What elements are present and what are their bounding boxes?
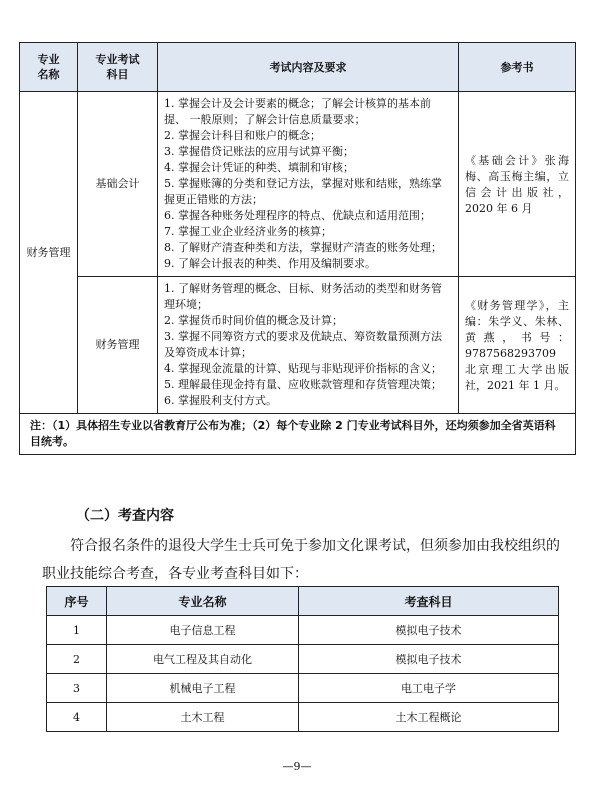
row-subject: 电工电子学 <box>299 674 559 703</box>
list-item: 5. 掌握账簿的分类和登记方法，掌握对账和结账，熟练掌握更正错账的方法； <box>164 177 442 206</box>
exam-subjects-table <box>19 42 576 455</box>
assessment-table <box>46 586 559 732</box>
list-item: 9. 了解会计报表的种类、作用及编制要求。 <box>164 257 376 270</box>
row-index: 2 <box>47 645 107 674</box>
row-index: 1 <box>47 616 107 645</box>
content-list <box>158 277 459 414</box>
table-row <box>47 645 559 674</box>
row-major: 电子信息工程 <box>107 616 299 645</box>
section-paragraph: 符合报名条件的退役大学生士兵可免于参加文化课考试，但须参加由我校组织的职业技能综合考查，各专业考查科目如下： <box>42 538 560 582</box>
header-assessment-subject: 考查科目 <box>299 587 559 616</box>
row-index: 3 <box>47 674 107 703</box>
table-row <box>47 616 559 645</box>
row-subject: 模拟电子技术 <box>299 616 559 645</box>
content-list <box>158 92 459 277</box>
list-item: 5. 理解最佳现金持有量、应收账款管理和存货管理决策； <box>164 378 442 391</box>
reference-book: 《基础会计》张海梅、高玉梅主编，立信会计出版社，2020 年 6 月 <box>459 92 576 277</box>
row-index: 4 <box>47 703 107 732</box>
list-item: 6. 掌握各种账务处理程序的特点、优缺点和适用范围； <box>164 209 431 222</box>
row-subject: 土木工程概论 <box>299 703 559 732</box>
reference-book: 《财务管理学》，主编：朱学义、朱林、黄 燕 ， 书 号 ：9787568293709 北京理工大学出版社，2021 年 1 月。 <box>459 277 576 414</box>
list-item: 3. 掌握不同筹资方式的要求及优缺点、筹资数量预测方法及筹资成本计算； <box>164 330 442 359</box>
table-row <box>47 703 559 732</box>
row-major: 机械电子工程 <box>107 674 299 703</box>
header-major-name: 专业名称 <box>107 587 299 616</box>
table-header-row <box>20 43 576 92</box>
row-subject: 模拟电子技术 <box>299 645 559 674</box>
subject-name: 基础会计 <box>78 92 158 277</box>
list-item: 4. 掌握会计凭证的种类、填制和审核； <box>164 161 354 174</box>
list-item: 2. 掌握会计科目和账户的概念； <box>164 129 321 142</box>
table-row <box>20 277 576 414</box>
row-major: 电气工程及其自动化 <box>107 645 299 674</box>
list-item: 4. 掌握现金流量的计算、贴现与非贴现评价指标的含义； <box>164 362 442 375</box>
list-item: 8. 了解财产清查种类和方法，掌握财产清查的账务处理； <box>164 241 442 254</box>
header-major: 专业 名称 <box>20 43 78 92</box>
list-item: 7. 掌握工业企业经济业务的核算； <box>164 225 332 238</box>
header-index: 序号 <box>47 587 107 616</box>
list-item: 1. 了解财务管理的概念、目标、财务活动的类型和财务管理环境； <box>164 282 442 311</box>
header-subject: 专业考试 科目 <box>78 43 158 92</box>
page-number: —9— <box>282 760 312 773</box>
list-item: 6. 掌握股利支付方式。 <box>164 394 277 407</box>
list-item: 3. 掌握借贷记账法的应用与试算平衡； <box>164 145 354 158</box>
table-row <box>47 674 559 703</box>
major-name: 财务管理 <box>20 92 78 414</box>
table-note: 注：（1）具体招生专业以省教育厅公布为准；（2）每个专业除 2 门专业考试科目外，还均须参加全省英语科目统考。 <box>20 414 576 455</box>
row-major: 土木工程 <box>107 703 299 732</box>
section-heading: （二）考查内容 <box>76 508 174 524</box>
table-row <box>20 92 576 277</box>
list-item: 1. 掌握会计及会计要素的概念；了解会计核算的基本前提、 一般原则；了解会计信息质量要求； <box>164 97 431 126</box>
header-reference: 参考书 <box>459 43 576 92</box>
header-content: 考试内容及要求 <box>158 43 459 92</box>
list-item: 2. 掌握货币时间价值的概念及计算； <box>164 314 343 327</box>
table-header-row <box>47 587 559 616</box>
subject-name: 财务管理 <box>78 277 158 414</box>
table-note-row <box>20 414 576 455</box>
